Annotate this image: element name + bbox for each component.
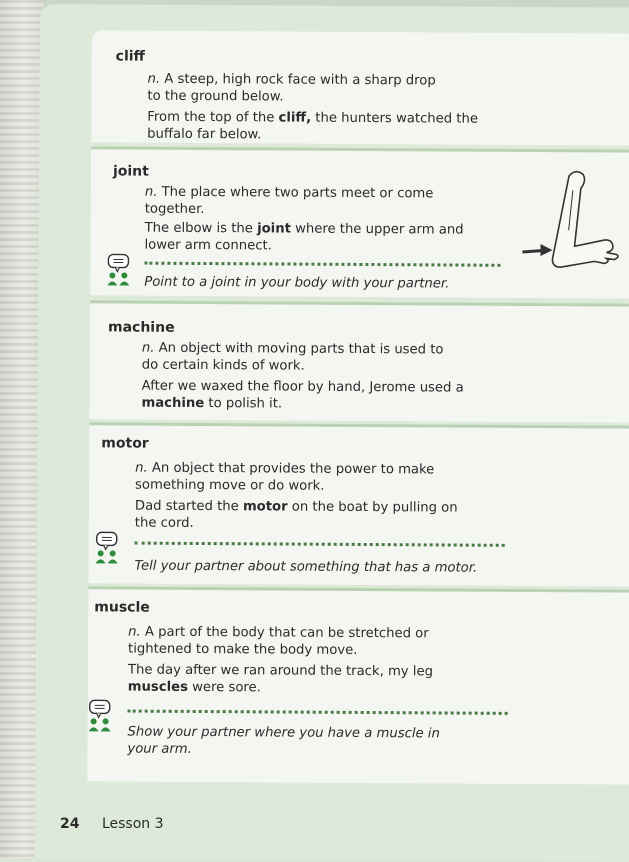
- example-bold-word: muscles: [128, 680, 188, 695]
- entry-definition: [145, 184, 434, 220]
- prompt-line: Show your partner where you have a muscle in: [128, 725, 440, 742]
- example-text: Dad started the: [135, 499, 243, 515]
- partner-prompt: Tell your partner about something that has a motor.: [135, 558, 478, 577]
- page-number: 24: [60, 816, 79, 832]
- example-bold-word: motor: [243, 499, 288, 514]
- dotted-divider: [144, 262, 500, 267]
- definition-line: do certain kinds of work.: [142, 358, 305, 374]
- entry-example: [135, 498, 458, 534]
- entry-word: motor: [101, 435, 149, 451]
- example-text: The elbow is the: [145, 221, 258, 237]
- dotted-divider: [128, 710, 508, 715]
- entry-card-muscle: [87, 586, 629, 784]
- definition-line: A steep, high rock face with a sharp drop: [164, 72, 436, 89]
- part-of-speech: n.: [142, 341, 155, 356]
- example-text: The day after we ran around the track, my leg: [128, 663, 433, 680]
- example-text: After we waxed the floor by hand, Jerome used a: [142, 379, 464, 396]
- entry-card-cliff: [91, 30, 629, 145]
- entry-word: cliff: [116, 48, 145, 64]
- entry-example: [128, 662, 433, 698]
- entry-example: [144, 220, 463, 256]
- entry-word: joint: [113, 163, 149, 179]
- example-bold-word: machine: [142, 396, 205, 411]
- entry-definition: [135, 460, 434, 496]
- entry-definition: [142, 340, 444, 376]
- example-text: buffalo far below.: [147, 127, 261, 143]
- entry-example: [147, 109, 478, 145]
- part-of-speech: n.: [128, 625, 141, 640]
- dotted-divider: [135, 542, 505, 547]
- example-text: the hunters watched the: [311, 111, 478, 127]
- definition-line: tightened to make the body move.: [128, 642, 357, 658]
- entry-word: muscle: [94, 599, 150, 615]
- lesson-label: Lesson 3: [102, 816, 164, 832]
- partner-prompt: Point to a joint in your body with your partner.: [144, 274, 449, 293]
- example-text: where the upper arm and: [291, 222, 464, 238]
- part-of-speech: n.: [147, 72, 160, 87]
- partner-talk-icon: [106, 253, 132, 287]
- entry-card-motor: [88, 422, 629, 586]
- entry-example: [142, 378, 464, 414]
- definition-line: together.: [145, 202, 205, 217]
- part-of-speech: n.: [145, 185, 158, 200]
- entry-word: machine: [108, 319, 175, 335]
- example-text: were sore.: [188, 680, 261, 695]
- example-bold-word: cliff,: [279, 110, 312, 125]
- partner-talk-icon: [95, 531, 121, 565]
- example-text: to polish it.: [204, 396, 282, 411]
- definition-line: to the ground below.: [147, 89, 283, 105]
- definition-line: A part of the body that can be stretched or: [145, 625, 429, 642]
- example-text: lower arm connect.: [144, 238, 271, 254]
- example-text: From the top of the: [147, 110, 278, 126]
- example-text: the cord.: [135, 516, 194, 531]
- definition-line: An object with moving parts that is used to: [159, 341, 444, 358]
- arm-illustration: [510, 166, 629, 277]
- entry-card-joint: [90, 146, 629, 298]
- prompt-line: your arm.: [127, 742, 191, 757]
- entry-definition: [128, 624, 429, 660]
- part-of-speech: n.: [135, 461, 148, 476]
- definition-line: something move or do work.: [135, 478, 325, 494]
- example-bold-word: joint: [257, 221, 291, 236]
- definition-line: The place where two parts meet or come: [162, 185, 434, 202]
- partner-prompt: [127, 724, 439, 760]
- definition-line: An object that provides the power to make: [152, 461, 434, 478]
- entry-definition: [147, 71, 435, 107]
- page-footer: [60, 816, 164, 832]
- partner-talk-icon: [88, 699, 114, 733]
- example-text: on the boat by pulling on: [288, 500, 458, 516]
- workbook-page: [35, 4, 629, 862]
- entry-card-machine: [89, 300, 629, 422]
